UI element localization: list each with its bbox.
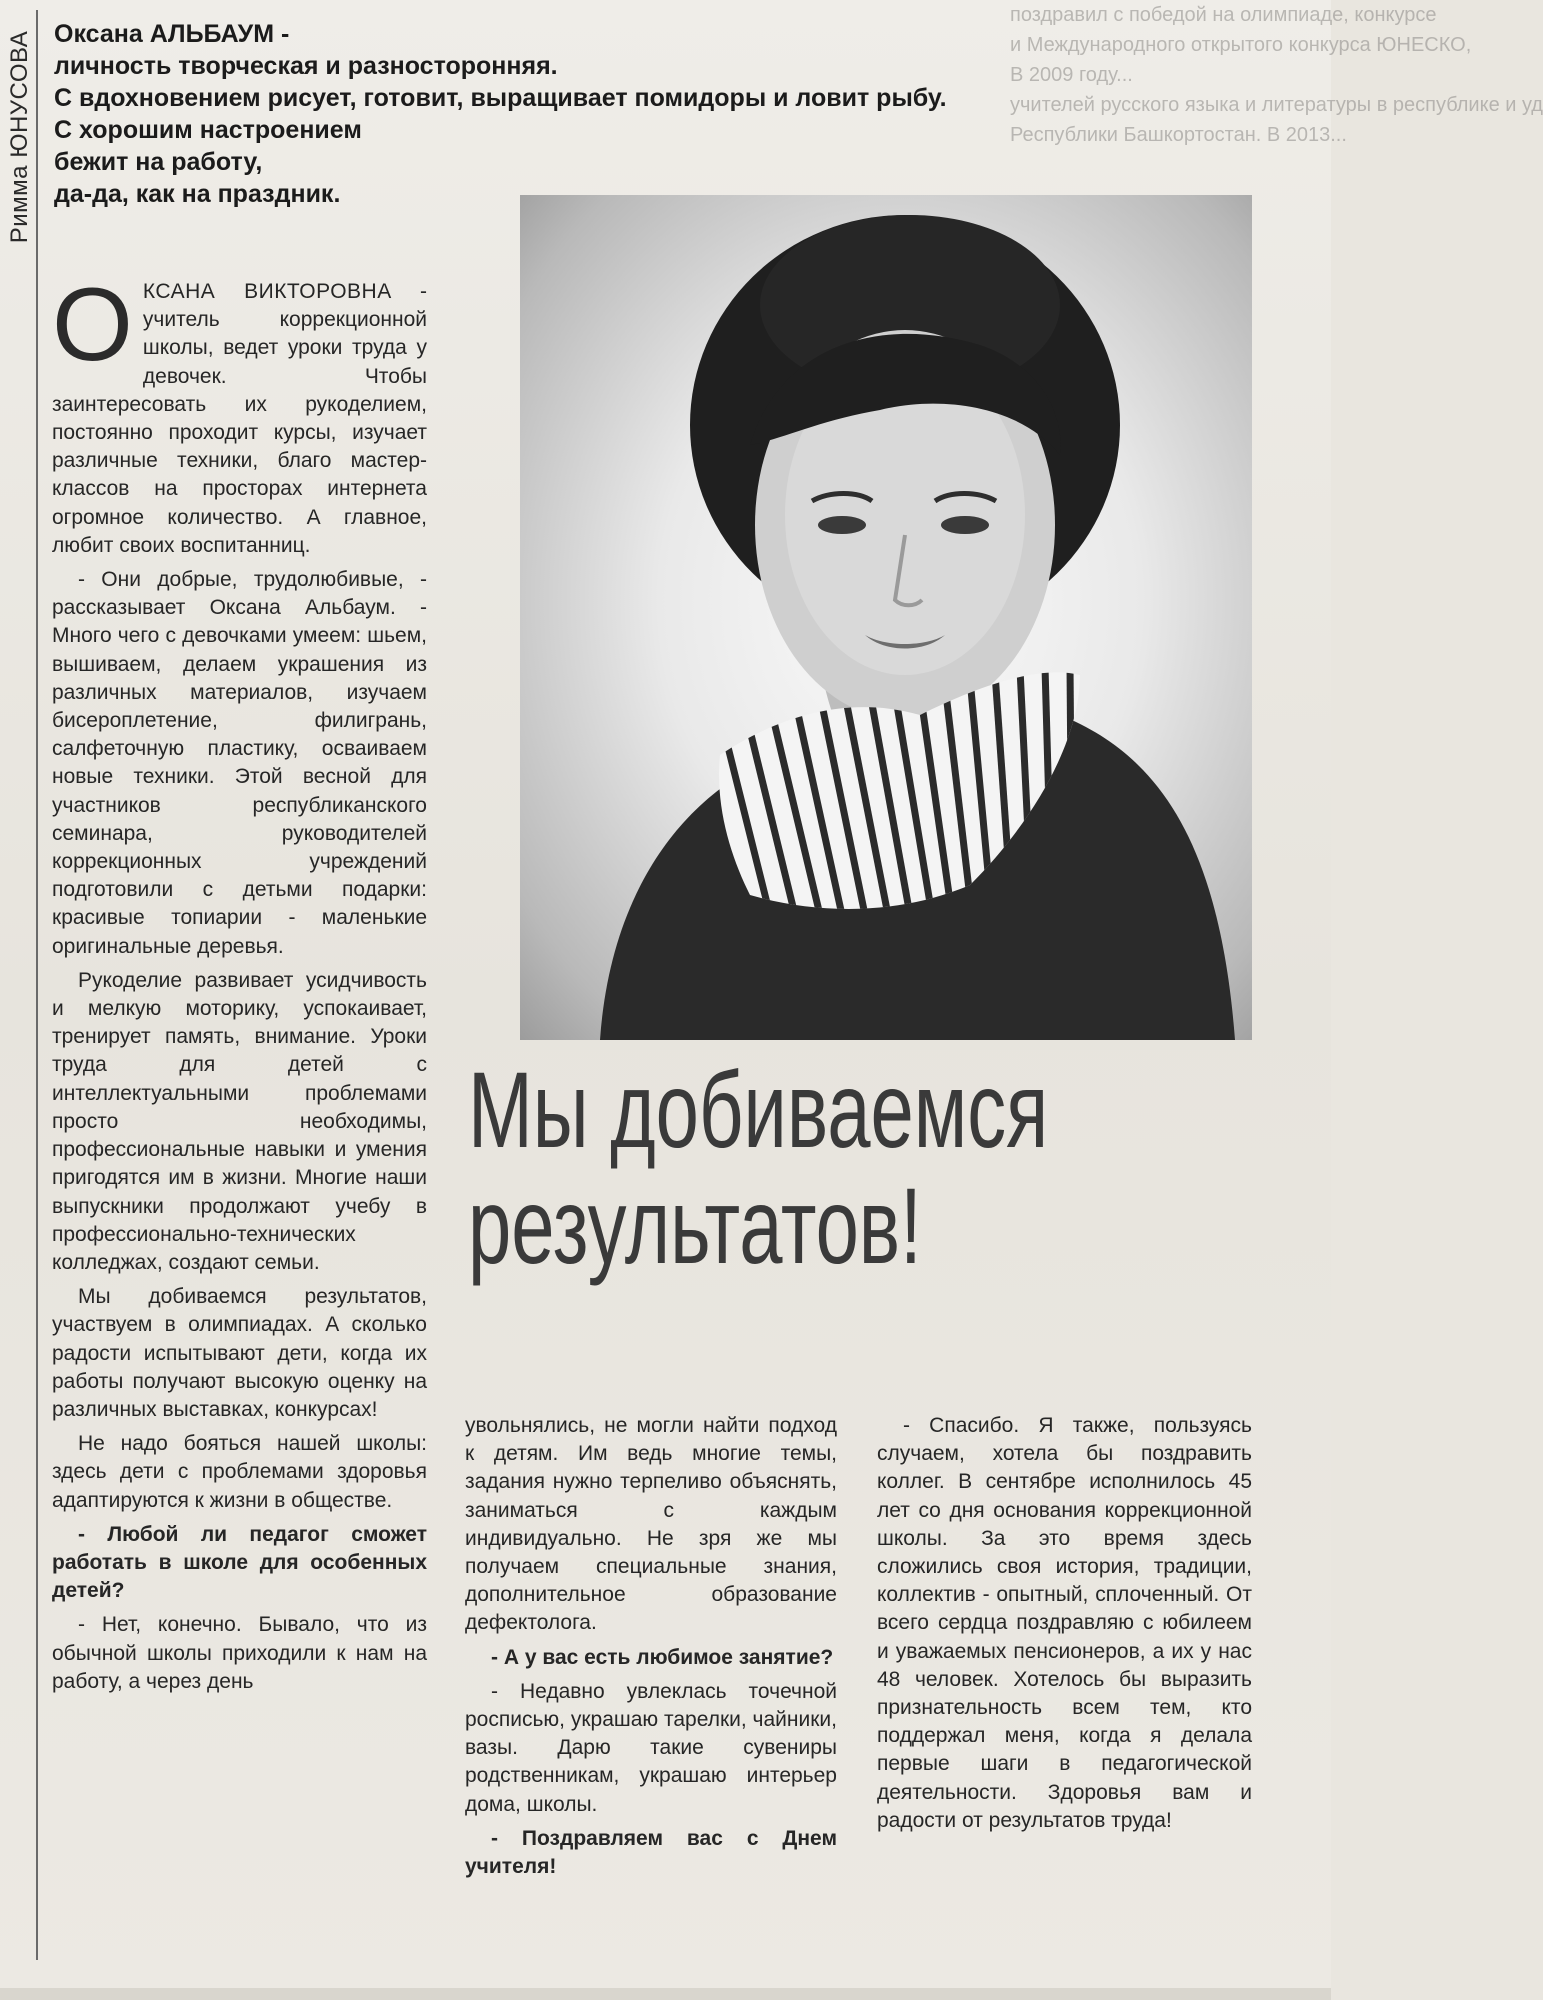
article-paragraph: - Они добрые, трудолюбивые, - рассказывает Оксана Альбаум. - Много чего с девочками умеем: шьем, вышиваем, делаем украшения из различных материалов, изучаем бисероплетение, филигрань, салфеточную пластику, осваиваем новые техники. Этой весной для участников республиканского семинара, руководителей коррекционных учреждений подготовили с детьми подарки: красивые топиарии - маленькие оригинальные деревья. [52, 568, 427, 958]
headline-line: результатов! [468, 1165, 922, 1286]
drop-cap: О [52, 267, 133, 383]
bleed-line: учителей русского языка и литературы в республике и уд [1010, 94, 1543, 116]
article-paragraph: - Нет, конечно. Бывало, что из обычной школы приходили к нам на работу, а через день [52, 1613, 427, 1693]
article-paragraph [52, 267, 427, 560]
article-paragraph: - Спасибо. Я также, пользуясь случаем, хотела бы поздравить коллег. В сентябре исполнилось 45 лет со дня основания коррекционной школы. За это время здесь сложились своя история, традиции, коллектив - опытный, сплоченный. От всего сердца поздравляю с юбилеем и уважаемых пенсионеров, а их у нас 48 человек. Хотелось бы выразить признательность всем тем, кто поддержал меня, когда я делала первые шаги в педагогической деятельности. Здоровья вам и радости от результатов труда! [877, 1414, 1252, 1832]
interview-question: - Любой ли педагог сможет работать в школе для особенных детей? [52, 1522, 427, 1603]
lead-line: личность творческая и разносторонняя. [54, 52, 558, 80]
bleed-through-text [1010, 0, 1543, 200]
headline [468, 1049, 1058, 1286]
lead-line: да-да, как на праздник. [54, 180, 341, 208]
lead-line: С вдохновением рисует, готовит, выращивает помидоры и ловит рыбу. [54, 84, 947, 112]
article-column-1 [52, 267, 427, 1702]
first-words: КСАНА ВИКТОРОВНА [142, 280, 392, 303]
lead-line: бежит на работу, [54, 148, 263, 176]
lead-line: Оксана АЛЬБАУМ - [54, 20, 290, 48]
interview-question: - Поздравляем вас с Днем учителя! [465, 1826, 837, 1879]
lead-line: С хорошим настроением [54, 116, 362, 144]
article-paragraph: Рукоделие развивает усидчивость и мелкую моторику, успокаивает, тренирует память, внимание. Уроки труда для детей с интеллектуальными проблемами просто необходимы, профессиональные навыки и умения пригодятся им в жизни. Многие наши выпускники продолжают учебу в профессионально-технических колледжах, создают семьи. [52, 968, 427, 1274]
article-paragraph: - Недавно увлеклась точечной росписью, украшаю тарелки, чайники, вазы. Дарю такие сувениры родственникам, украшаю интерьер дома, школы. [465, 1679, 837, 1816]
portrait-photo [520, 195, 1252, 1040]
bleed-line: и Международного открытого конкурса ЮНЕСКО, [1010, 34, 1472, 56]
page-edge [0, 1988, 1331, 2000]
article-column-3 [877, 1412, 1252, 1841]
article-paragraph: Мы добиваемся результатов, участвуем в олимпиадах. А сколько радости испытывают дети, когда их работы получают высокую оценку на различных выставках, конкурсах! [52, 1285, 427, 1421]
bleed-line: В 2009 году... [1010, 64, 1133, 86]
article-paragraph: Не надо бояться нашей школы: здесь дети с проблемами здоровья адаптируются к жизни в обществе. [52, 1432, 427, 1512]
article-column-2 [465, 1412, 837, 1887]
column-rule [36, 10, 38, 1960]
interview-question: - А у вас есть любимое занятие? [491, 1645, 834, 1669]
author-byline: Римма ЮНУСОВА [6, 30, 33, 244]
lead-paragraph [54, 18, 1054, 210]
paragraph-text: - учитель коррекционной школы, ведет уроки труда у девочек. Чтобы заинтересовать их рукоделием, постоянно проходит курсы, изучает различные техники, благо мастер-классов на просторах интернета огромное количество. А главное, любит своих воспитанниц. [52, 280, 427, 557]
headline-line: Мы добиваемся [468, 1049, 1049, 1170]
bleed-line: Республики Башкортостан. В 2013... [1010, 124, 1347, 146]
bleed-line: поздравил с победой на олимпиаде, конкурсе [1010, 4, 1437, 26]
portrait-illustration [520, 195, 1252, 1040]
article-paragraph: увольнялись, не могли найти подход к детям. Им ведь многие темы, задания нужно терпеливо объяснять, заниматься с каждым индивидуально. Не зря же мы получаем специальные знания, дополнительное образование дефектолога. [465, 1414, 837, 1635]
